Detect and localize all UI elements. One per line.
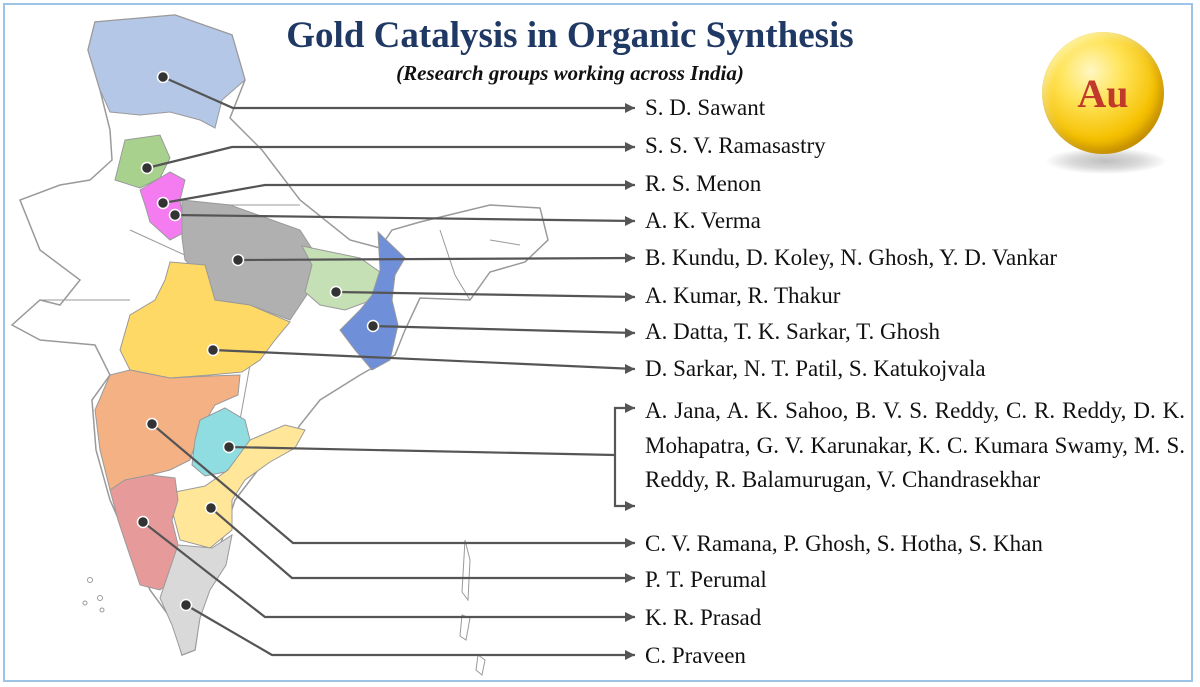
gold-coin-badge [1042,32,1164,154]
group-label-maharashtra: C. V. Ramana, P. Ghosh, S. Hotha, S. Khan [645,531,1043,556]
group-label-uttar-pradesh: B. Kundu, D. Koley, N. Ghosh, Y. D. Vankar [645,245,1058,270]
group-label-west-bengal: A. Datta, T. K. Sarkar, T. Ghosh [645,319,941,344]
group-label-punjab: S. S. V. Ramasastry [645,133,826,158]
group-label-telangana: A. Jana, A. K. Sahoo, B. V. S. Reddy, C. R. Reddy, D. K. Mohapatra, G. V. Karunakar, K. C. Kumara Swamy, M. S. Reddy, R. Balamurugan, V. Chandrasekhar [645,398,1185,492]
gold-symbol: Au [1077,70,1129,116]
group-label-jammu-kashmir: S. D. Sawant [645,95,766,120]
connector-bracket-telangana [615,403,635,511]
page-title: Gold Catalysis in Organic Synthesis [286,15,854,56]
group-label-haryana: R. S. Menon [645,171,762,196]
group-label-madhya-pradesh: D. Sarkar, N. T. Patil, S. Katukojvala [645,356,986,381]
connector-tamil-nadu [181,600,636,661]
group-label-delhi: A. K. Verma [645,208,761,233]
group-label-karnataka: K. R. Prasad [645,605,762,630]
group-label-andhra-pradesh: P. T. Perumal [645,567,767,592]
group-label-tamil-nadu: C. Praveen [645,643,746,668]
group-label-bihar: A. Kumar, R. Thakur [645,283,841,308]
page-subtitle: (Research groups working across India) [396,61,744,85]
